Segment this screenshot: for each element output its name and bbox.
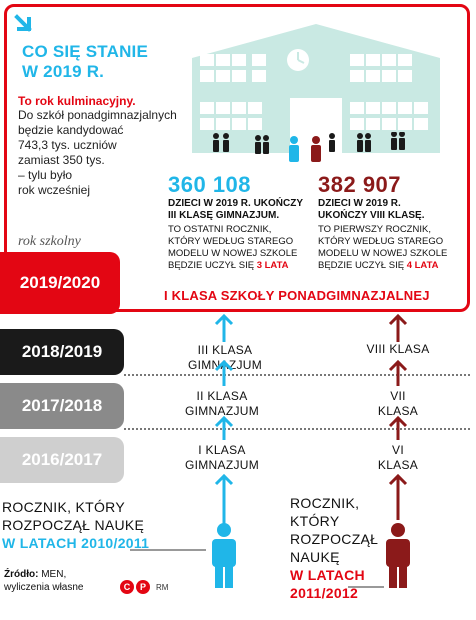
arrow-up-icon <box>212 414 236 442</box>
stat-left-bold-2: III KLASĘ GIMNAZJUM. <box>168 210 280 221</box>
stat-right-text-1: TO PIERWSZY ROCZNIK, <box>318 224 431 235</box>
arrow-up-icon <box>386 312 410 344</box>
stat-left-text-2: KTÓRY WEDŁUG STAREGO <box>168 236 294 247</box>
school-year-label: rok szkolny <box>18 234 81 249</box>
year-bar-2019-2020: 2019/2020 <box>0 252 120 314</box>
grade-left-2: II KLASA GIMNAZJUM <box>184 389 260 418</box>
stat-left-years: 3 LATA <box>256 260 289 271</box>
grade-left-1: I KLASA GIMNAZJUM <box>184 443 260 472</box>
cohort-left: ROCZNIK, KTÓRY ROZPOCZĄŁ NAUKĘ W LATACH 2010/2011 <box>2 499 150 551</box>
arrow-up-icon <box>212 358 236 388</box>
stat-left-text-3: MODELU W NOWEJ SZKOLE <box>168 248 298 259</box>
arrow-up-icon <box>386 414 410 442</box>
stat-right-text-4: BĘDZIE UCZYŁ SIĘ 4 LATA <box>318 260 439 271</box>
student-cyan-icon <box>206 522 242 590</box>
student-red-icon <box>380 522 416 590</box>
arrow-up-icon <box>212 472 236 528</box>
grade-right-6: VI KLASA <box>377 443 419 472</box>
cohort-right: ROCZNIK, KTÓRY ROZPOCZĄŁ NAUKĘ W LATACH 2011/2012 <box>290 495 379 601</box>
year-bar-2016-2017: 2016/2017 <box>0 437 124 483</box>
stat-left-text-4: BĘDZIE UCZYŁ SIĘ 3 LATA <box>168 260 289 271</box>
highlighted-students-icon <box>286 136 326 164</box>
headline: CO SIĘ STANIE W 2019 R. <box>22 42 149 81</box>
arrow-up-icon <box>212 312 236 344</box>
stat-right-bold-2: UKOŃCZY VIII KLASĘ. <box>318 210 425 221</box>
author-initials: RM <box>156 582 169 592</box>
students-crowd-icon <box>206 132 476 162</box>
lead-text: Do szkół ponadgimnazjalnych będzie kandydować 743,3 tys. uczniów zamiast 350 tys. – tylu było rok wcześniej <box>18 108 177 197</box>
source-note: Źródło: MEN, wyliczenia własne <box>4 569 84 593</box>
stat-right-number: 382 907 <box>318 172 402 197</box>
publisher-logos <box>120 580 168 594</box>
stat-right-text-2: KTÓRY WEDŁUG STAREGO <box>318 236 444 247</box>
stat-left-number: 360 108 <box>168 172 252 197</box>
stat-right-bold-1: DZIECI W 2019 R. <box>318 198 401 209</box>
grade-left-3: III KLASA GIMNAZJUM <box>187 343 263 372</box>
arrow-up-icon <box>386 358 410 388</box>
year-bar-2018-2019: 2018/2019 <box>0 329 124 375</box>
grade-right-7: VII KLASA <box>377 389 419 418</box>
year-bar-2017-2018: 2017/2018 <box>0 383 124 429</box>
stat-right-years: 4 LATA <box>406 260 439 271</box>
row-divider <box>124 374 470 376</box>
grade-right-8: VIII KLASA <box>366 342 430 356</box>
publisher-icon: P <box>136 580 150 594</box>
arrow-up-icon <box>386 472 410 522</box>
stat-left-bold-1: DZIECI W 2019 R. UKOŃCZY <box>168 198 304 209</box>
row-divider <box>124 428 470 430</box>
stat-right-text-3: MODELU W NOWEJ SZKOLE <box>318 248 448 259</box>
arrow-down-right-icon <box>14 14 32 32</box>
lead-highlight: To rok kulminacyjny. <box>18 94 136 108</box>
copyright-icon: C <box>120 580 134 594</box>
new-school-label: I KLASA SZKOŁY PONADGIMNAZJALNEJ <box>164 288 430 303</box>
stat-left-text-1: TO OSTATNI ROCZNIK, <box>168 224 272 235</box>
